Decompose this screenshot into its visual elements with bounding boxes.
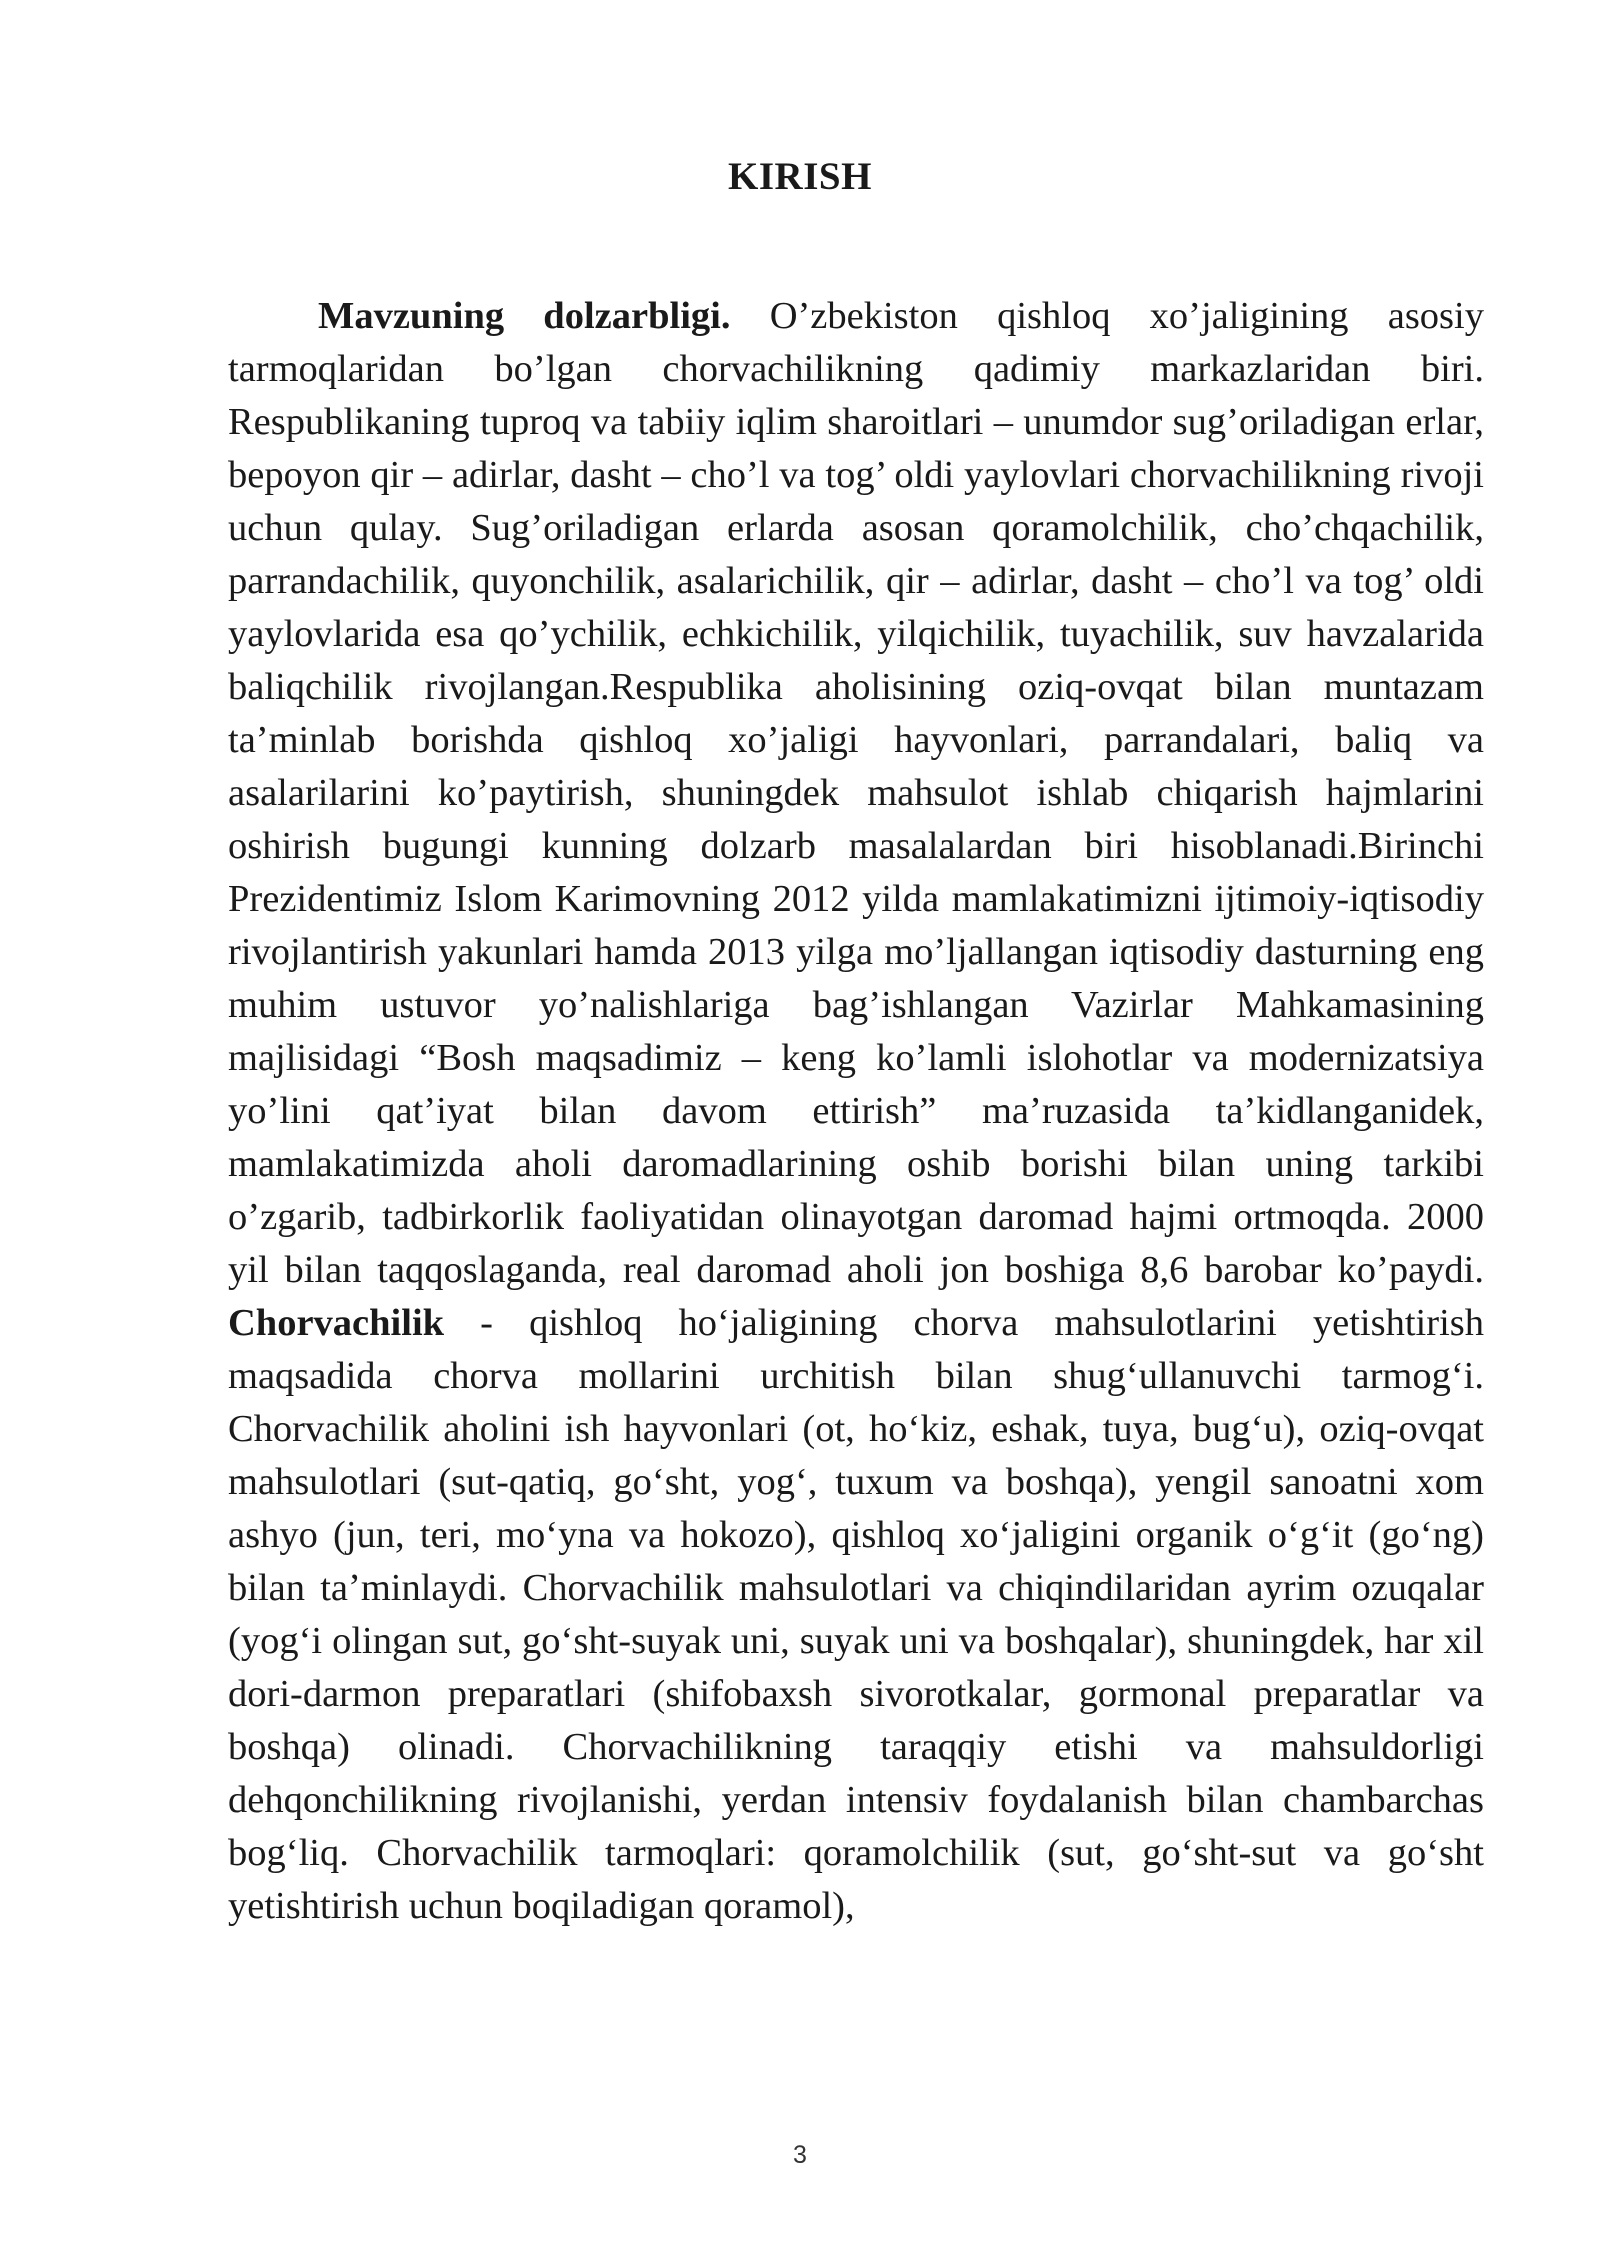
paragraph-text-part-2: - qishloq hoʻjaligining chorva mahsulotlarini yetishtirish maqsadida chorva mollarini urchitish bilan shugʻullanuvchi tarmogʻi. Chorvachilik aholini ish hayvonlari (ot, hoʻkiz, eshak, tuya, bugʻu), oziq-ovqat mahsulotlari (sut-qatiq, goʻsht, yogʻ, tuxum va boshqa), yengil sanoatni xom ashyo (jun, teri, moʻyna va hokozo), qishloq xoʻjaligini organik oʻgʻit (goʻng) bilan taʼminlaydi. Chorvachilik mahsulotlari va chiqindilaridan ayrim ozuqalar (yogʻi olingan sut, goʻsht-suyak uni, suyak uni va boshqalar), shuningdek, har xil dori-darmon preparatlari (shifobaxsh sivorotkalar, gormonal preparatlar va boshqa) olinadi. Chorvachilikning taraqqiy etishi va mahsuldorligi dehqonchilikning rivojlanishi, yerdan intensiv foydalanish bilan chambarchas bogʻliq. Chorvachilik tarmoqlari: qoramolchilik (sut, goʻsht-sut va goʻsht yetishtirish uchun boqiladigan qoramol), <box>228 1302 1484 1927</box>
page-number: 3 <box>793 2141 807 2169</box>
paragraph-text-part-1: O’zbekiston qishloq xo’jaligining asosiy tarmoqlaridan bo’lgan chorvachilikning qadimiy markazlaridan biri. Respublikaning tuproq va tabiiy iqlim sharoitlari – unumdor sug’oriladigan erlar, bepoyon qir – adirlar, dasht – cho’l va tog’ oldi yaylovlari chorvachilikning rivoji uchun qulay. Sug’oriladigan erlarda asosan qoramolchilik, cho’chqachilik, parrandachilik, quyonchilik, asalarichilik, qir – adirlar, dasht – cho’l va tog’ oldi yaylovlarida esa qo’ychilik, echkichilik, yilqichilik, tuyachilik, suv havzalarida baliqchilik rivojlangan.Respublika aholisining oziq-ovqat bilan muntazam ta’minlab borishda qishloq xo’jaligi hayvonlari, parrandalari, baliq va asalarilarini ko’paytirish, shuningdek mahsulot ishlab chiqarish hajmlarini oshirish bugungi kunning dolzarb masalalardan biri hisoblanadi.Birinchi Prezidentimiz Islom Karimovning 2012 yilda mamlakatimizni ijtimoiy-iqtisodiy rivojlantirish yakunlari hamda 2013 yilga mo’ljallangan iqtisodiy dasturning eng muhim ustuvor yo’nalishlariga bag’ishlangan Vazirlar Mahkamasining majlisidagi “Bosh maqsadimiz – keng ko’lamli islohotlar va modernizatsiya yo’lini qat’iyat bilan davom ettirish” ma’ruzasida ta’kidlanganidek, mamlakatimizda aholi daromadlarining oshib borishi bilan uning tarkibi o’zgarib, tadbirkorlik faoliyatidan olinayotgan daromad hajmi ortmoqda. 2000 yil bilan taqqoslaganda, real daromad aholi jon boshiga 8,6 barobar ko’paydi. <box>228 295 1484 1291</box>
paragraph-lead-bold: Mavzuning dolzarbligi. <box>318 295 731 337</box>
body-paragraph <box>228 290 1484 1933</box>
term-chorvachilik-bold: Chorvachilik <box>228 1302 445 1344</box>
section-heading: KIRISH <box>728 155 872 198</box>
